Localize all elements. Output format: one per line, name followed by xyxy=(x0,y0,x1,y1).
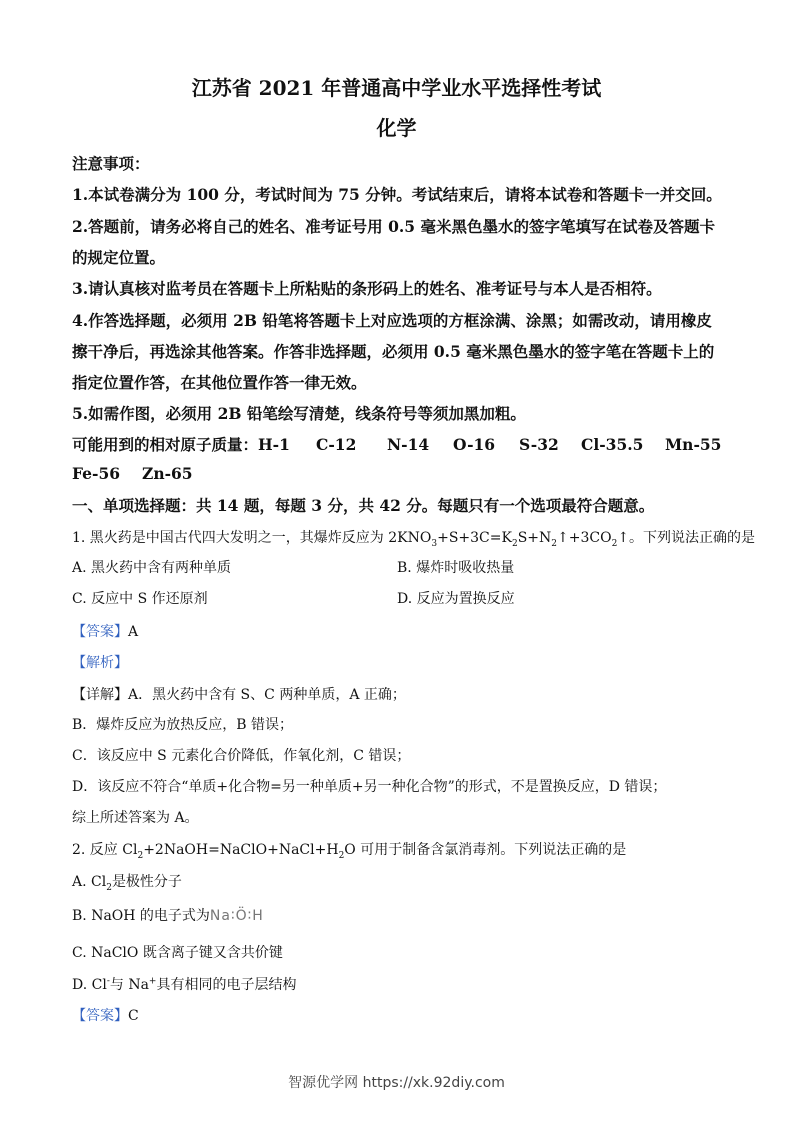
note-3: 3.请认真核对监考员在答题卡上所粘贴的条形码上的姓名、准考证号与本人是否相符。 xyxy=(72,279,662,298)
q1-detail-2: B．爆炸反应为放热反应，B 错误； xyxy=(72,717,294,733)
mass-zn: Zn-65 xyxy=(142,464,193,483)
q1-option-c: C. 反应中 S 作还原剂 xyxy=(72,591,208,607)
note-5: 5.如需作图，必须用 2B 铅笔绘写清楚，线条符号等须加黑加粗。 xyxy=(72,404,526,423)
mass-c: C-12 xyxy=(316,435,357,454)
mass-o: O-16 xyxy=(453,435,496,454)
atomic-masses-label: 可能用到的相对原子质量： xyxy=(72,435,259,454)
q2-option-a: A. $Cl_2$是极性分子 xyxy=(72,874,182,893)
q2-option-c: C. NaClO 既含离子键又含共价键 xyxy=(72,945,283,961)
note-4-line-2: 擦干净后，再选涂其他答案。作答非选择题，必须用 0.5 毫米黑色墨水的签字笔在答题卡上的 xyxy=(72,342,715,361)
section-heading: 一、单项选择题：共 14 题，每题 3 分，共 42 分。每题只有一个选项最符合题意。 xyxy=(72,496,655,515)
q1-option-b: B. 爆炸时吸收热量 xyxy=(397,560,515,576)
atomic-masses-row-2 xyxy=(72,464,733,483)
footer-watermark: 智源优学网 https://xk.92diy.com xyxy=(288,1075,505,1091)
q1-detail-4: D．该反应不符合“单质+化合物=另一种单质+另一种化合物”的形式，不是置换反应，D 错误； xyxy=(72,779,667,795)
mass-cl: Cl-35.5 xyxy=(581,435,644,454)
mass-h: H-1 xyxy=(258,435,290,454)
q2-stem: 2. 反应 $Cl_2+2NaOH=NaClO+NaCl+H_2O$ 可用于制备含氯消毒剂。下列说法正确的是 xyxy=(72,842,627,861)
q1-detail-1: 【详解】A．黑火药中含有 S、C 两种单质，A 正确； xyxy=(72,687,406,703)
q2-option-d: D. Cl-与 Na+具有相同的电子层结构 xyxy=(72,976,297,993)
q1-detail-5: 综上所述答案为 A。 xyxy=(72,810,199,826)
notes-heading: 注意事项： xyxy=(72,154,150,173)
note-2-line-1: 2.答题前，请务必将自己的姓名、准考证号用 0.5 毫米黑色墨水的签字笔填写在试卷及答题卡 xyxy=(72,217,715,236)
q1-stem: 1. 黑火药是中国古代四大发明之一，其爆炸反应为 $2KNO_3+S+3C=K_2S+N_2↑+3CO_2↑$。下列说法正确的是 xyxy=(72,530,756,549)
note-2-line-2: 的规定位置。 xyxy=(72,248,166,267)
note-4-line-3: 指定位置作答，在其他位置作答一律无效。 xyxy=(72,373,367,392)
atomic-masses-row-1 xyxy=(72,433,733,455)
exam-title: 江苏省 2021 年普通高中学业水平选择性考试 xyxy=(191,76,602,100)
mass-mn: Mn-55 xyxy=(665,435,722,454)
q2-option-b: B. NaOH 的电子式为Na∶Ö∶H xyxy=(72,908,264,924)
naoh-electron-formula: Na∶Ö∶H xyxy=(209,908,264,924)
q1-options-row-1 xyxy=(72,557,733,577)
subject-title: 化学 xyxy=(376,116,417,140)
q1-options-row-2 xyxy=(72,588,733,608)
q1-detail-3: C．该反应中 S 元素化合价降低，作氧化剂，C 错误； xyxy=(72,748,411,764)
q1-option-d: D. 反应为置换反应 xyxy=(397,591,515,607)
q1-answer: 【答案】A xyxy=(72,624,139,640)
answer-tag: 【答案】 xyxy=(72,1008,128,1024)
mass-n: N-14 xyxy=(387,435,430,454)
answer-tag: 【答案】 xyxy=(72,624,128,640)
mass-s: S-32 xyxy=(519,435,559,454)
note-1: 1.本试卷满分为 100 分，考试时间为 75 分钟。考试结束后，请将本试卷和答题卡一并交回。 xyxy=(72,185,722,204)
q1-analysis-tag: 【解析】 xyxy=(72,655,128,671)
q1-option-a: A. 黑火药中含有两种单质 xyxy=(72,560,232,576)
note-4-line-1: 4.作答选择题，必须用 2B 铅笔将答题卡上对应选项的方框涂满、涂黑；如需改动，请用橡皮 xyxy=(72,311,712,330)
mass-fe: Fe-56 xyxy=(72,464,121,483)
q2-answer: 【答案】C xyxy=(72,1008,139,1024)
